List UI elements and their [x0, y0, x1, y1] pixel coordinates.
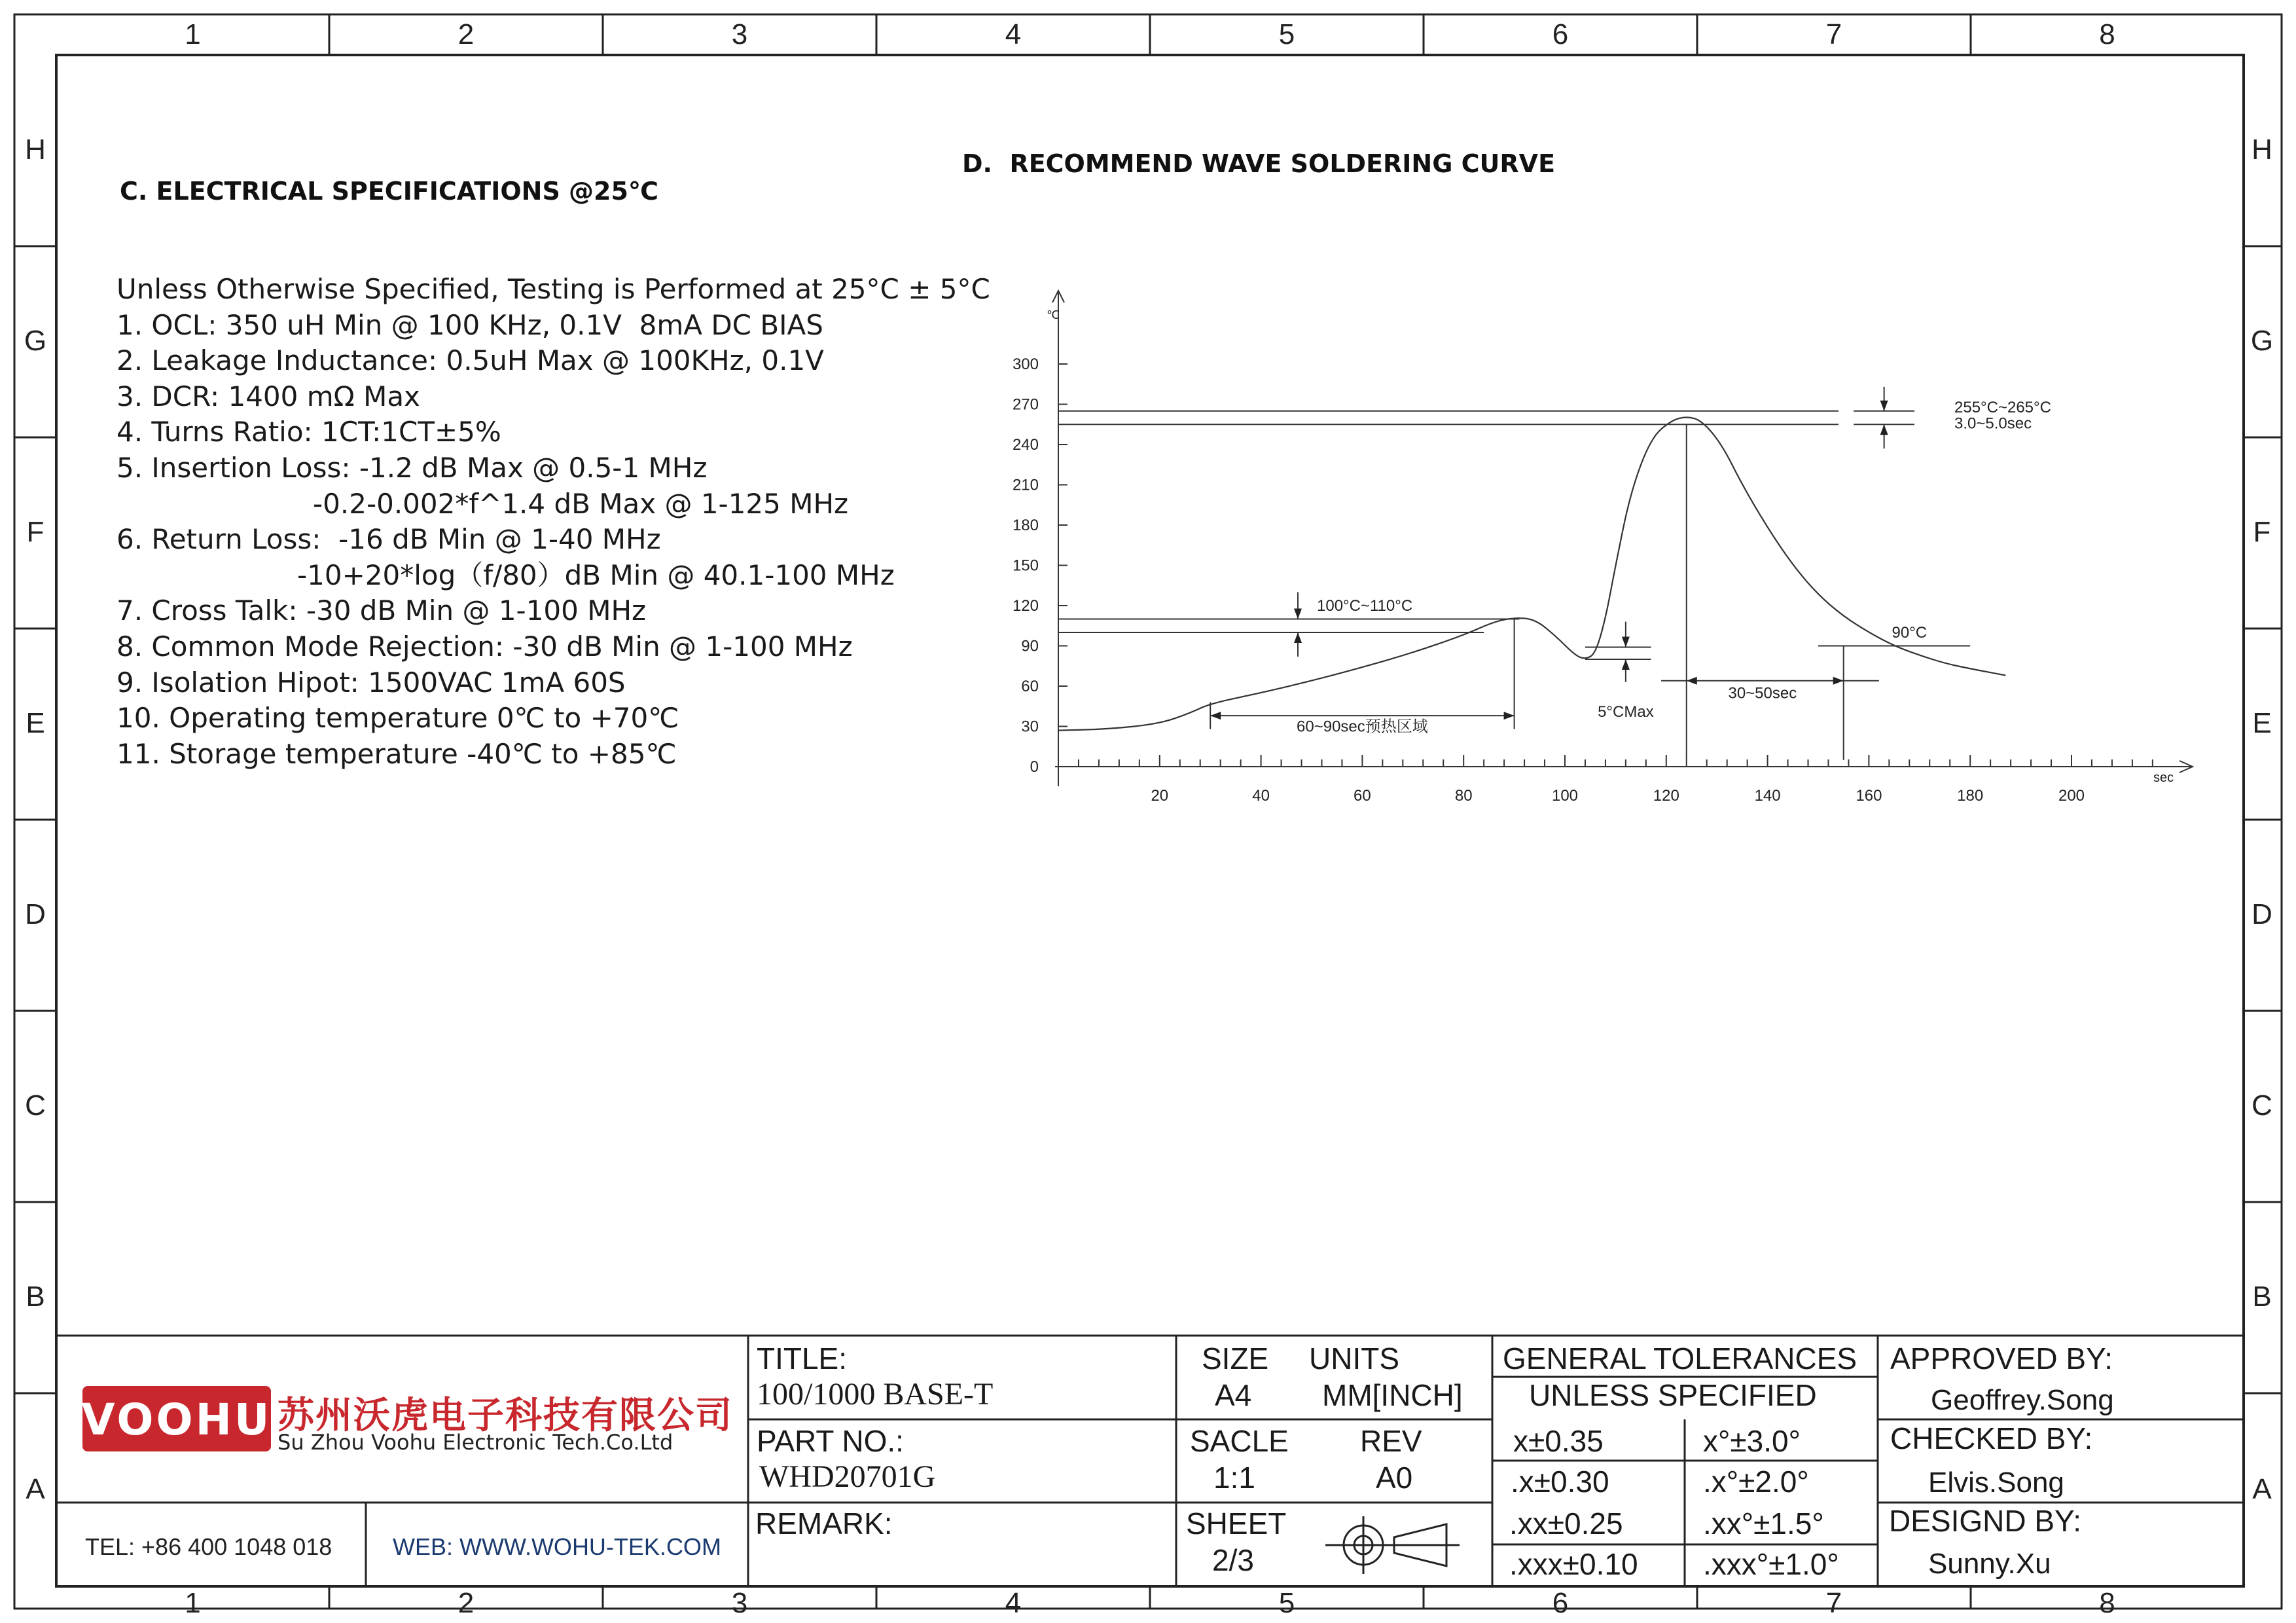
- grid-col-label: 4: [1005, 18, 1022, 50]
- grid-row-label: C: [2251, 1089, 2272, 1122]
- grid-col-label: 8: [2099, 18, 2115, 50]
- tolerance-value: x°±3.0°: [1703, 1424, 1801, 1458]
- x-tick-label: 100: [1551, 787, 1579, 805]
- grid-col-label: 7: [1825, 1587, 1842, 1619]
- rev-value: A0: [1376, 1461, 1413, 1495]
- tolerance-value: .x°±2.0°: [1703, 1465, 1809, 1499]
- grid-col-label: 6: [1552, 1587, 1569, 1619]
- grid-row-label: H: [25, 134, 46, 166]
- tolerance-value: .x±0.30: [1511, 1465, 1609, 1499]
- x-tick-label: 180: [1957, 787, 1984, 805]
- grid-row-label: C: [25, 1089, 46, 1122]
- dim-arrow: [1833, 677, 1844, 685]
- grid-row-label: A: [26, 1472, 45, 1505]
- dim-arrow: [1880, 424, 1888, 435]
- x-tick-label: 20: [1151, 787, 1169, 805]
- grid-row-label: F: [2253, 516, 2271, 548]
- rev-label: REV: [1360, 1424, 1422, 1458]
- grid-col-label: 2: [457, 1587, 475, 1619]
- grid-col-label: 8: [2099, 1587, 2115, 1619]
- tolerances-title: GENERAL TOLERANCES: [1503, 1341, 1857, 1376]
- spec-line: 6. Return Loss: -16 dB Min @ 1-40 MHz: [117, 523, 661, 556]
- scale-label: SACLE: [1190, 1424, 1289, 1458]
- grid-col-label: 3: [731, 18, 748, 50]
- electrical-spec-list: [117, 272, 990, 772]
- company-name-cn: 苏州沃虎电子科技有限公司: [278, 1395, 733, 1437]
- dim-arrow: [1294, 609, 1302, 619]
- spec-line: 4. Turns Ratio: 1CT:1CT±5%: [117, 416, 501, 448]
- sheet-value: 2/3: [1212, 1543, 1254, 1577]
- grid-col-label: 5: [1278, 1587, 1295, 1619]
- y-tick-label: 0: [1030, 758, 1039, 776]
- spec-line: 8. Common Mode Rejection: -30 dB Min @ 1-100 MHz: [117, 630, 853, 663]
- spec-line: 9. Isolation Hipot: 1500VAC 1mA 60S: [117, 666, 626, 699]
- x-tick-label: 160: [1856, 787, 1882, 805]
- checked-label: CHECKED BY:: [1890, 1421, 2093, 1455]
- size-label: SIZE: [1202, 1341, 1269, 1376]
- tolerance-value: x±0.35: [1513, 1424, 1604, 1458]
- x-axis-label: sec: [2153, 771, 2174, 785]
- x-tick-label: 80: [1454, 787, 1473, 805]
- spec-line: 5. Insertion Loss: -1.2 dB Max @ 0.5-1 MHz: [117, 451, 708, 484]
- y-tick-label: 210: [1012, 476, 1039, 494]
- tolerance-value: .xx°±1.5°: [1703, 1506, 1824, 1541]
- spec-line: 1. OCL: 350 uH Min @ 100 KHz, 0.1V 8mA DC BIAS: [117, 308, 823, 341]
- grid-row-label: A: [2252, 1472, 2272, 1505]
- grid-col-label: 3: [731, 1587, 748, 1619]
- x-tick-label: 200: [2058, 787, 2085, 805]
- grid-row-label: D: [2251, 898, 2272, 930]
- dim-arrow: [1880, 401, 1888, 411]
- x-tick-label: 140: [1754, 787, 1781, 805]
- grid-row-label: B: [26, 1281, 45, 1313]
- spec-line: -10+20*log（f/80）dB Min @ 40.1-100 MHz: [297, 558, 895, 591]
- dim-arrow: [1504, 712, 1515, 720]
- peak-time-label: 3.0~5.0sec: [1954, 414, 2032, 433]
- grid-row-label: D: [25, 898, 46, 930]
- company-name-en: Su Zhou Voohu Electronic Tech.Co.Ltd: [278, 1430, 673, 1455]
- grid-row-label: H: [2251, 134, 2272, 166]
- scale-value: 1:1: [1213, 1461, 1255, 1495]
- checked-value: Elvis.Song: [1928, 1467, 2064, 1499]
- grid-col-label: 4: [1005, 1587, 1022, 1619]
- grid-col-label: 1: [185, 18, 201, 50]
- y-tick-label: 150: [1012, 556, 1039, 575]
- web-link[interactable]: WEB: WWW.WOHU-TEK.COM: [393, 1533, 721, 1560]
- grid-row-label: G: [24, 325, 47, 357]
- spec-line: 3. DCR: 1400 mΩ Max: [117, 380, 420, 412]
- tolerance-value: .xxx°±1.0°: [1703, 1547, 1839, 1581]
- x-tick-label: 40: [1252, 787, 1270, 805]
- grid-row-label: E: [2252, 707, 2272, 739]
- cool-temp-label: 90°C: [1892, 624, 1928, 642]
- tolerances-subtitle: UNLESS SPECIFIED: [1529, 1378, 1817, 1412]
- spec-line: Unless Otherwise Specified, Testing is Performed at 25°C ± 5°C: [117, 273, 990, 305]
- y-tick-label: 120: [1012, 597, 1039, 615]
- tolerance-value: .xxx±0.10: [1509, 1547, 1638, 1581]
- designed-value: Sunny.Xu: [1928, 1548, 2051, 1580]
- dip-label: 5°CMax: [1598, 703, 1654, 721]
- approved-label: APPROVED BY:: [1890, 1341, 2113, 1376]
- spec-line: 2. Leakage Inductance: 0.5uH Max @ 100KHz, 0.1V: [117, 344, 824, 377]
- grid-col-label: 7: [1825, 18, 1842, 50]
- spec-line: 11. Storage temperature -40℃ to +85℃: [117, 737, 677, 770]
- peak-temp-label: 255°C~265°C: [1954, 398, 2051, 416]
- y-tick-label: 270: [1012, 395, 1039, 414]
- remark-label: REMARK:: [755, 1506, 893, 1541]
- spec-line: 10. Operating temperature 0℃ to +70℃: [117, 702, 679, 735]
- y-tick-label: 240: [1012, 436, 1039, 454]
- units-label: UNITS: [1309, 1341, 1399, 1376]
- part-no-label: PART NO.:: [757, 1424, 904, 1458]
- y-axis-label: ℃: [1047, 308, 1060, 321]
- grid-row-label: G: [2250, 325, 2274, 357]
- grid-row-label: B: [2252, 1281, 2272, 1313]
- spec-line: 7. Cross Talk: -30 dB Min @ 1-100 MHz: [117, 594, 647, 627]
- grid-col-label: 2: [457, 18, 475, 50]
- y-tick-label: 300: [1012, 356, 1039, 373]
- grid-row-label: F: [26, 516, 45, 548]
- preheat-time-label: 60~90sec预热区域: [1297, 718, 1428, 736]
- grid-col-label: 1: [185, 1587, 201, 1619]
- tel-text: TEL: +86 400 1048 018: [85, 1533, 332, 1560]
- approved-value: Geoffrey.Song: [1931, 1384, 2114, 1416]
- dim-arrow: [1622, 637, 1630, 647]
- cool-time-label: 30~50sec: [1728, 684, 1797, 702]
- y-tick-label: 180: [1012, 517, 1039, 534]
- soldering-curve-line: [1058, 417, 2005, 730]
- grid-col-label: 6: [1552, 18, 1569, 50]
- projection-symbol-icon: [1325, 1516, 1460, 1574]
- sheet-label: SHEET: [1186, 1506, 1287, 1541]
- grid-row-label: E: [26, 707, 45, 739]
- dim-arrow: [1294, 632, 1302, 643]
- svg-text:VOOHU: VOOHU: [81, 1395, 272, 1445]
- title-label: TITLE:: [757, 1341, 848, 1376]
- preheat-temp-label: 100°C~110°C: [1317, 597, 1413, 615]
- tolerance-value: .xx±0.25: [1509, 1506, 1623, 1541]
- size-value: A4: [1215, 1378, 1252, 1412]
- spec-line: -0.2-0.002*f^1.4 dB Max @ 1-125 MHz: [313, 487, 849, 520]
- units-value: MM[INCH]: [1322, 1378, 1463, 1412]
- section-d-title: D. RECOMMEND WAVE SOLDERING CURVE: [962, 149, 1556, 178]
- dim-arrow: [1687, 677, 1697, 685]
- designed-label: DESIGND BY:: [1889, 1504, 2081, 1538]
- soldering-curve-chart: [1013, 291, 2193, 805]
- part-no-value: WHD20701G: [759, 1459, 936, 1494]
- dim-arrow: [1210, 712, 1221, 720]
- x-tick-label: 120: [1653, 787, 1679, 805]
- y-tick-label: 90: [1021, 637, 1039, 655]
- y-tick-label: 60: [1021, 678, 1039, 695]
- dim-arrow: [1622, 659, 1630, 670]
- y-tick-label: 30: [1021, 718, 1039, 736]
- voohu-logo: [82, 1386, 272, 1451]
- x-tick-label: 60: [1354, 787, 1371, 805]
- grid-col-label: 5: [1278, 18, 1295, 50]
- section-c-title: C. ELECTRICAL SPECIFICATIONS @25℃: [120, 177, 658, 206]
- title-value: 100/1000 BASE-T: [757, 1377, 994, 1412]
